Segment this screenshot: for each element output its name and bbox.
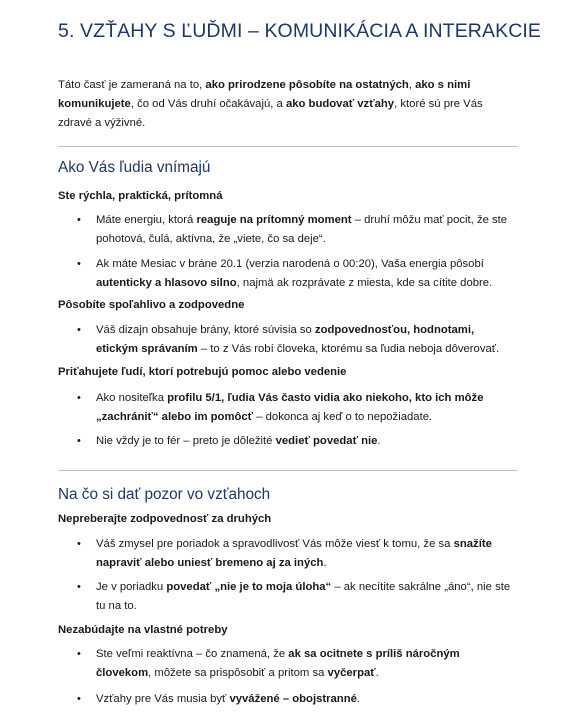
list-item bbox=[77, 211, 516, 249]
emphasis: zodpovednosťou, hodnotami, etickým správaním bbox=[96, 324, 475, 355]
text: Vzťahy pre Vás musia byť bbox=[96, 693, 230, 705]
text: , ktoré sú pre Vás zdravé a výživné. bbox=[58, 98, 483, 129]
emphasis: autenticky a hlasovo silno bbox=[96, 277, 237, 289]
bullet-icon: • bbox=[77, 392, 81, 404]
text: Táto časť je zameraná na to, bbox=[58, 79, 206, 91]
bullet-icon: • bbox=[77, 581, 81, 593]
list-item bbox=[77, 321, 516, 359]
bullet-icon: • bbox=[77, 435, 81, 447]
emphasis: profilu 5/1, ľudia Vás často vidia ako niekoho, kto ich môže „zachrániť“ alebo im pomôcť bbox=[96, 392, 484, 423]
text: – dokonca aj keď o to nepožiadate. bbox=[253, 411, 433, 423]
emphasis: snažíte napraviť alebo uniesť bremeno aj za iných bbox=[96, 538, 492, 569]
list-item bbox=[77, 389, 516, 427]
list-item bbox=[77, 535, 516, 573]
emphasis: ako budovať vzťahy bbox=[285, 98, 395, 110]
bullet-icon: • bbox=[77, 214, 81, 226]
text: Váš dizajn obsahuje brány, ktoré súvisia so bbox=[96, 324, 315, 336]
text: Nie vždy je to fér – preto je dôležité bbox=[96, 435, 276, 447]
emphasis: reaguje na prítomný moment bbox=[196, 214, 352, 226]
subsection-heading: Priťahujete ľudí, ktorí potrebujú pomoc alebo vedenie bbox=[58, 366, 347, 378]
text: , bbox=[408, 79, 416, 91]
emphasis: vyčerpať bbox=[327, 667, 376, 679]
subsection-heading: Pôsobíte spoľahlivo a zodpovedne bbox=[58, 299, 245, 311]
text: , môžete sa prispôsobiť a pritom sa bbox=[148, 667, 328, 679]
list-item bbox=[77, 578, 516, 616]
emphasis: ako prirodzene pôsobíte na ostatných bbox=[205, 79, 409, 91]
text: – druhí môžu mať pocit, že ste pohotová, čulá, aktívna, že „viete, čo sa deje“. bbox=[96, 214, 508, 245]
text: Máte energiu, ktorá bbox=[96, 214, 197, 226]
bullet-icon: • bbox=[77, 648, 81, 660]
emphasis: ak sa ocitnete s príliš náročným človekom bbox=[96, 648, 460, 679]
subsection-heading: Nezabúdajte na vlastné potreby bbox=[58, 624, 228, 636]
bullet-icon: • bbox=[77, 538, 81, 550]
bullet-icon: • bbox=[77, 693, 81, 705]
section-heading: Ako Vás ľudia vnímajú bbox=[58, 159, 211, 176]
subsection-heading: Ste rýchla, praktická, prítomná bbox=[58, 190, 223, 202]
text: Je v poriadku bbox=[96, 581, 167, 593]
list-item bbox=[77, 432, 516, 451]
divider bbox=[58, 146, 518, 147]
section-heading: Na čo si dať pozor vo vzťahoch bbox=[58, 486, 271, 503]
text: – ak necítite sakrálne „áno“, nie ste tu na to. bbox=[96, 581, 511, 612]
list-item bbox=[77, 645, 516, 683]
emphasis: vedieť povedať nie bbox=[275, 435, 378, 447]
text: Ak máte Mesiac v bráne 20.1 (verzia narodená o 00:20), Vaša energia pôsobí bbox=[96, 258, 484, 270]
bullet-icon: • bbox=[77, 324, 81, 336]
text: , najmä ak rozprávate z miesta, kde sa cítite dobre. bbox=[236, 277, 493, 289]
text: – to z Vás robí človeka, ktorému sa ľudia neboja dôverovať. bbox=[197, 343, 500, 355]
text: . bbox=[323, 557, 327, 569]
list-item bbox=[77, 690, 516, 709]
text: . bbox=[375, 667, 379, 679]
text: , čo od Vás druhí očakávajú, a bbox=[130, 98, 286, 110]
emphasis: povedať „nie je to moja úloha“ bbox=[166, 581, 332, 593]
page-title: 5. VZŤAHY S ĽUĎMI – KOMUNIKÁCIA A INTERAKCIE bbox=[58, 20, 541, 42]
text: Ako nositeľka bbox=[96, 392, 168, 404]
text: . bbox=[377, 435, 381, 447]
divider bbox=[58, 470, 518, 471]
list-item bbox=[77, 255, 516, 293]
text: Váš zmysel pre poriadok a spravodlivosť Vás môže viesť k tomu, že sa bbox=[96, 538, 454, 550]
subsection-heading: Nepreberajte zodpovednosť za druhých bbox=[58, 513, 272, 525]
intro-paragraph bbox=[58, 76, 513, 133]
bullet-icon: • bbox=[77, 258, 81, 270]
emphasis: vyvážené – obojstranné bbox=[229, 693, 357, 705]
text: Ste veľmi reaktívna – čo znamená, že bbox=[96, 648, 289, 660]
emphasis: ako s nimi komunikujete bbox=[58, 79, 471, 110]
text: . bbox=[356, 693, 361, 705]
